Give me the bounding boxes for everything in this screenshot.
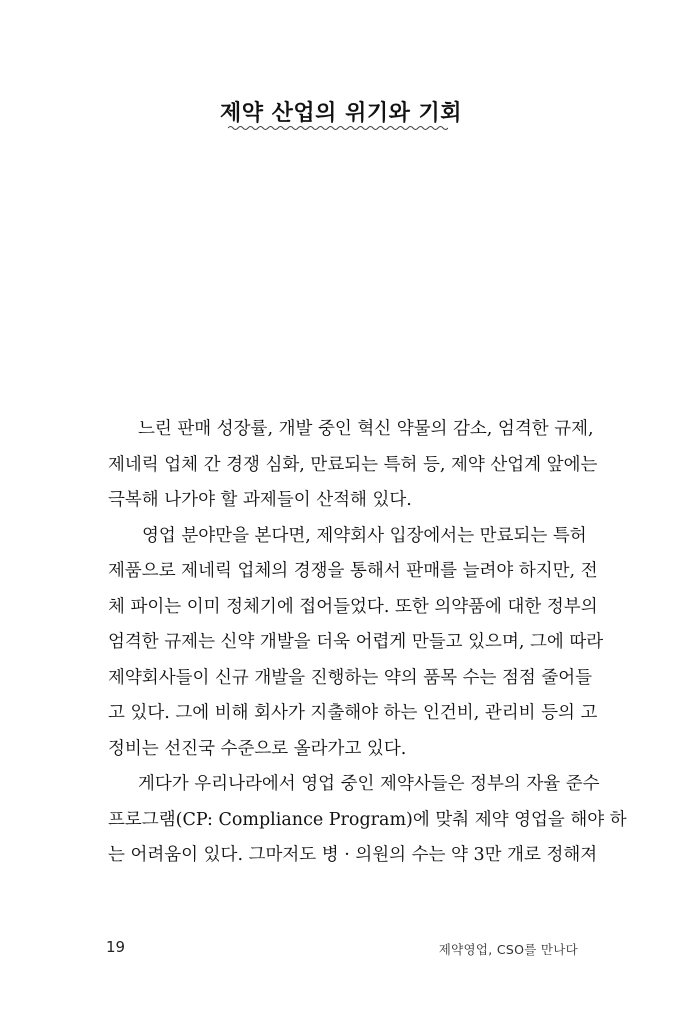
page-number: 19 [106,938,126,956]
body-text [108,412,627,874]
text-line: 제약회사들이 신규 개발을 진행하는 약의 품목 수는 점점 줄어들 [108,667,593,688]
title-wavy-underline [228,124,448,132]
text-line: 프로그램(CP: Compliance Program)에 맞춰 제약 영업을 해야 하 [108,809,627,830]
page-title: 제약 산업의 위기와 기회 [220,101,462,126]
text-line: 는 어려움이 있다. 그마저도 병 · 의원의 수는 약 3만 개로 정해져 [108,845,598,865]
text-line: 고 있다. 그에 비해 회사가 지출해야 하는 인건비, 관리비 등의 고 [108,703,598,723]
paragraph-3 [108,767,627,874]
text-line: 극복해 나가야 할 과제들이 산적해 있다. [108,490,412,510]
text-line: 영업 분야만을 본다면, 제약회사 입장에서는 만료되는 특허 [142,525,587,546]
text-line: 엄격한 규제는 신약 개발을 더욱 어렵게 만들고 있으며, 그에 따라 [108,632,604,652]
paragraph-1 [108,412,598,519]
text-line: 제품으로 제네릭 업체의 경쟁을 통해서 판매를 늘려야 하지만, 전 [108,561,598,581]
text-line: 정비는 선진국 수준으로 올라가고 있다. [108,738,407,759]
running-head: 제약영업, CSO를 만나다 [438,942,578,957]
text-line: 느린 판매 성장률, 개발 중인 혁신 약물의 감소, 엄격한 규제, [138,419,594,439]
text-line: 게다가 우리나라에서 영업 중인 제약사들은 정부의 자율 준수 [138,774,600,794]
text-line: 제네릭 업체 간 경쟁 심화, 만료되는 특허 등, 제약 산업계 앞에는 [108,454,598,475]
paragraph-2 [108,519,604,768]
text-line: 체 파이는 이미 정체기에 접어들었다. 또한 의약품에 대한 정부의 [108,596,598,617]
